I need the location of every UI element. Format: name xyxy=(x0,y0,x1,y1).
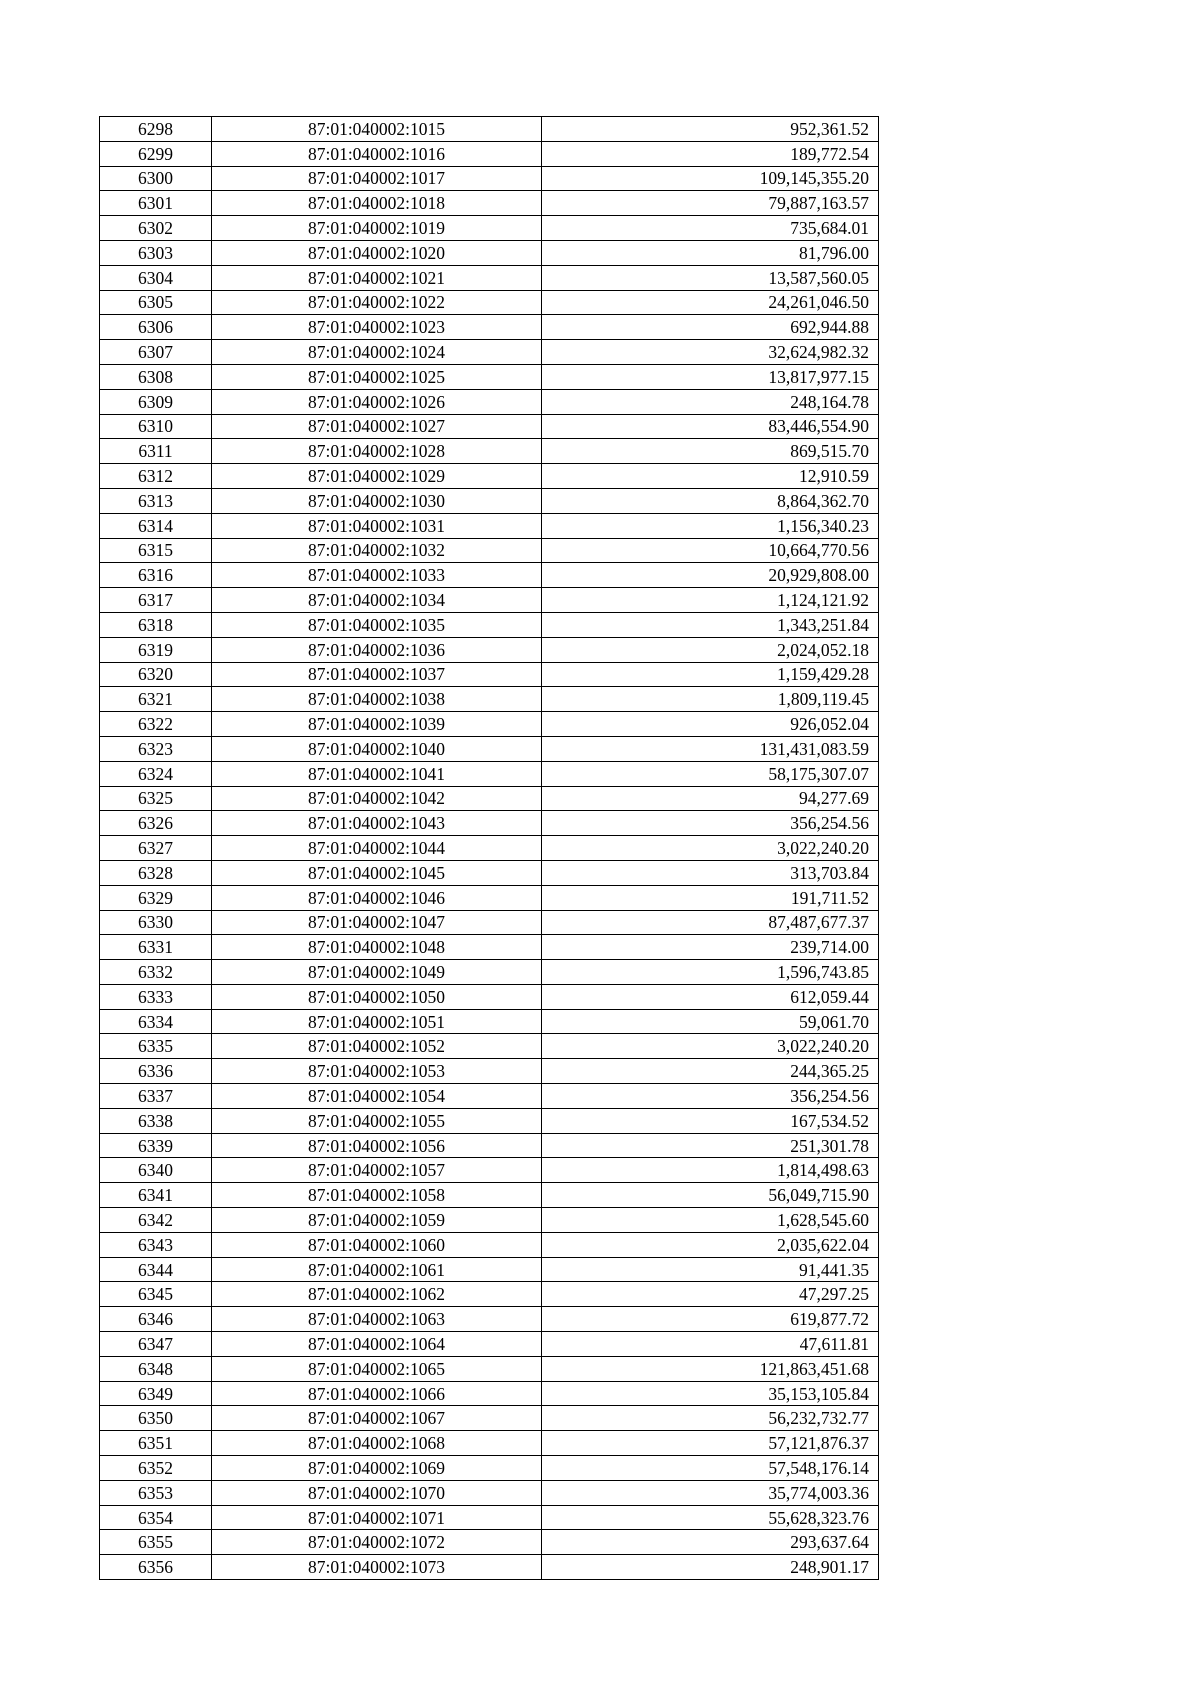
table-row xyxy=(100,340,879,365)
table-row xyxy=(100,117,879,142)
cadastral-value-cell: 1,124,121.92 xyxy=(542,588,879,613)
table-body xyxy=(100,117,879,1580)
table-row xyxy=(100,290,879,315)
cadastral-value-table xyxy=(99,116,879,1580)
cadastral-value-cell: 13,817,977.15 xyxy=(542,364,879,389)
cadastral-number-cell: 87:01:040002:1070 xyxy=(212,1480,542,1505)
cadastral-value-cell: 59,061.70 xyxy=(542,1009,879,1034)
row-number-cell: 6304 xyxy=(100,265,212,290)
row-number-cell: 6337 xyxy=(100,1084,212,1109)
cadastral-value-cell: 56,232,732.77 xyxy=(542,1406,879,1431)
row-number-cell: 6302 xyxy=(100,216,212,241)
cadastral-value-cell: 189,772.54 xyxy=(542,141,879,166)
cadastral-value-cell: 356,254.56 xyxy=(542,1084,879,1109)
cadastral-number-cell: 87:01:040002:1027 xyxy=(212,414,542,439)
cadastral-number-cell: 87:01:040002:1073 xyxy=(212,1555,542,1580)
table-row xyxy=(100,240,879,265)
cadastral-value-cell: 57,548,176.14 xyxy=(542,1456,879,1481)
cadastral-number-cell: 87:01:040002:1041 xyxy=(212,761,542,786)
cadastral-value-cell: 244,365.25 xyxy=(542,1059,879,1084)
cadastral-number-cell: 87:01:040002:1049 xyxy=(212,960,542,985)
cadastral-value-cell: 251,301.78 xyxy=(542,1133,879,1158)
cadastral-number-cell: 87:01:040002:1061 xyxy=(212,1257,542,1282)
table-row xyxy=(100,935,879,960)
row-number-cell: 6329 xyxy=(100,885,212,910)
cadastral-value-cell: 79,887,163.57 xyxy=(542,191,879,216)
cadastral-number-cell: 87:01:040002:1036 xyxy=(212,637,542,662)
cadastral-value-cell: 57,121,876.37 xyxy=(542,1431,879,1456)
cadastral-number-cell: 87:01:040002:1066 xyxy=(212,1381,542,1406)
table-row xyxy=(100,538,879,563)
row-number-cell: 6315 xyxy=(100,538,212,563)
row-number-cell: 6354 xyxy=(100,1505,212,1530)
table-row xyxy=(100,389,879,414)
cadastral-value-cell: 313,703.84 xyxy=(542,860,879,885)
cadastral-number-cell: 87:01:040002:1047 xyxy=(212,910,542,935)
cadastral-value-cell: 735,684.01 xyxy=(542,216,879,241)
table-row xyxy=(100,1555,879,1580)
cadastral-number-cell: 87:01:040002:1053 xyxy=(212,1059,542,1084)
table-row xyxy=(100,191,879,216)
table-row xyxy=(100,1505,879,1530)
row-number-cell: 6325 xyxy=(100,786,212,811)
cadastral-number-cell: 87:01:040002:1024 xyxy=(212,340,542,365)
table-row xyxy=(100,439,879,464)
cadastral-value-cell: 952,361.52 xyxy=(542,117,879,142)
table-row xyxy=(100,860,879,885)
cadastral-value-cell: 191,711.52 xyxy=(542,885,879,910)
cadastral-value-cell: 1,814,498.63 xyxy=(542,1158,879,1183)
cadastral-value-cell: 35,153,105.84 xyxy=(542,1381,879,1406)
table-row xyxy=(100,1307,879,1332)
cadastral-value-cell: 3,022,240.20 xyxy=(542,836,879,861)
row-number-cell: 6344 xyxy=(100,1257,212,1282)
row-number-cell: 6322 xyxy=(100,712,212,737)
cadastral-number-cell: 87:01:040002:1051 xyxy=(212,1009,542,1034)
table-row xyxy=(100,563,879,588)
row-number-cell: 6352 xyxy=(100,1456,212,1481)
cadastral-value-cell: 692,944.88 xyxy=(542,315,879,340)
cadastral-value-cell: 81,796.00 xyxy=(542,240,879,265)
cadastral-value-cell: 248,901.17 xyxy=(542,1555,879,1580)
cadastral-value-cell: 83,446,554.90 xyxy=(542,414,879,439)
cadastral-value-cell: 167,534.52 xyxy=(542,1108,879,1133)
cadastral-number-cell: 87:01:040002:1044 xyxy=(212,836,542,861)
cadastral-value-cell: 926,052.04 xyxy=(542,712,879,737)
table-row xyxy=(100,166,879,191)
row-number-cell: 6338 xyxy=(100,1108,212,1133)
cadastral-value-cell: 1,156,340.23 xyxy=(542,513,879,538)
cadastral-value-cell: 1,343,251.84 xyxy=(542,612,879,637)
cadastral-value-cell: 58,175,307.07 xyxy=(542,761,879,786)
table-row xyxy=(100,811,879,836)
cadastral-value-cell: 2,035,622.04 xyxy=(542,1232,879,1257)
cadastral-number-cell: 87:01:040002:1045 xyxy=(212,860,542,885)
table-row xyxy=(100,1381,879,1406)
table-row xyxy=(100,464,879,489)
table-row xyxy=(100,364,879,389)
cadastral-value-cell: 1,596,743.85 xyxy=(542,960,879,985)
table-row xyxy=(100,1332,879,1357)
cadastral-number-cell: 87:01:040002:1026 xyxy=(212,389,542,414)
cadastral-value-cell: 87,487,677.37 xyxy=(542,910,879,935)
table-row xyxy=(100,265,879,290)
cadastral-value-cell: 239,714.00 xyxy=(542,935,879,960)
table-row xyxy=(100,910,879,935)
cadastral-number-cell: 87:01:040002:1018 xyxy=(212,191,542,216)
table-row xyxy=(100,414,879,439)
table-row xyxy=(100,1084,879,1109)
row-number-cell: 6313 xyxy=(100,488,212,513)
row-number-cell: 6330 xyxy=(100,910,212,935)
table-row xyxy=(100,1282,879,1307)
row-number-cell: 6347 xyxy=(100,1332,212,1357)
cadastral-number-cell: 87:01:040002:1055 xyxy=(212,1108,542,1133)
row-number-cell: 6339 xyxy=(100,1133,212,1158)
row-number-cell: 6342 xyxy=(100,1208,212,1233)
cadastral-number-cell: 87:01:040002:1054 xyxy=(212,1084,542,1109)
cadastral-value-cell: 91,441.35 xyxy=(542,1257,879,1282)
cadastral-number-cell: 87:01:040002:1058 xyxy=(212,1183,542,1208)
row-number-cell: 6335 xyxy=(100,1034,212,1059)
cadastral-value-cell: 248,164.78 xyxy=(542,389,879,414)
cadastral-number-cell: 87:01:040002:1034 xyxy=(212,588,542,613)
cadastral-number-cell: 87:01:040002:1035 xyxy=(212,612,542,637)
table-row xyxy=(100,885,879,910)
cadastral-value-cell: 619,877.72 xyxy=(542,1307,879,1332)
table-row xyxy=(100,687,879,712)
row-number-cell: 6336 xyxy=(100,1059,212,1084)
table-row xyxy=(100,1456,879,1481)
table-row xyxy=(100,216,879,241)
table-row xyxy=(100,960,879,985)
table-row xyxy=(100,1108,879,1133)
cadastral-value-cell: 13,587,560.05 xyxy=(542,265,879,290)
cadastral-number-cell: 87:01:040002:1015 xyxy=(212,117,542,142)
cadastral-number-cell: 87:01:040002:1033 xyxy=(212,563,542,588)
row-number-cell: 6324 xyxy=(100,761,212,786)
row-number-cell: 6311 xyxy=(100,439,212,464)
cadastral-number-cell: 87:01:040002:1040 xyxy=(212,736,542,761)
cadastral-number-cell: 87:01:040002:1039 xyxy=(212,712,542,737)
cadastral-value-cell: 56,049,715.90 xyxy=(542,1183,879,1208)
table-row xyxy=(100,984,879,1009)
row-number-cell: 6340 xyxy=(100,1158,212,1183)
cadastral-number-cell: 87:01:040002:1052 xyxy=(212,1034,542,1059)
cadastral-value-cell: 20,929,808.00 xyxy=(542,563,879,588)
row-number-cell: 6320 xyxy=(100,662,212,687)
cadastral-number-cell: 87:01:040002:1031 xyxy=(212,513,542,538)
cadastral-value-cell: 94,277.69 xyxy=(542,786,879,811)
cadastral-number-cell: 87:01:040002:1062 xyxy=(212,1282,542,1307)
row-number-cell: 6298 xyxy=(100,117,212,142)
table-row xyxy=(100,1158,879,1183)
table-row xyxy=(100,1059,879,1084)
row-number-cell: 6299 xyxy=(100,141,212,166)
cadastral-value-cell: 1,159,429.28 xyxy=(542,662,879,687)
cadastral-value-cell: 47,611.81 xyxy=(542,1332,879,1357)
cadastral-number-cell: 87:01:040002:1065 xyxy=(212,1356,542,1381)
table-row xyxy=(100,712,879,737)
table-row xyxy=(100,488,879,513)
cadastral-number-cell: 87:01:040002:1048 xyxy=(212,935,542,960)
row-number-cell: 6303 xyxy=(100,240,212,265)
cadastral-number-cell: 87:01:040002:1030 xyxy=(212,488,542,513)
cadastral-number-cell: 87:01:040002:1029 xyxy=(212,464,542,489)
cadastral-number-cell: 87:01:040002:1038 xyxy=(212,687,542,712)
cadastral-value-cell: 121,863,451.68 xyxy=(542,1356,879,1381)
row-number-cell: 6331 xyxy=(100,935,212,960)
row-number-cell: 6318 xyxy=(100,612,212,637)
cadastral-number-cell: 87:01:040002:1059 xyxy=(212,1208,542,1233)
cadastral-number-cell: 87:01:040002:1021 xyxy=(212,265,542,290)
cadastral-value-cell: 2,024,052.18 xyxy=(542,637,879,662)
row-number-cell: 6300 xyxy=(100,166,212,191)
table-row xyxy=(100,662,879,687)
table-row xyxy=(100,736,879,761)
cadastral-value-cell: 1,628,545.60 xyxy=(542,1208,879,1233)
table-row xyxy=(100,1356,879,1381)
cadastral-number-cell: 87:01:040002:1069 xyxy=(212,1456,542,1481)
cadastral-value-cell: 356,254.56 xyxy=(542,811,879,836)
cadastral-number-cell: 87:01:040002:1019 xyxy=(212,216,542,241)
cadastral-value-cell: 3,022,240.20 xyxy=(542,1034,879,1059)
cadastral-number-cell: 87:01:040002:1057 xyxy=(212,1158,542,1183)
cadastral-number-cell: 87:01:040002:1032 xyxy=(212,538,542,563)
table-row xyxy=(100,761,879,786)
row-number-cell: 6306 xyxy=(100,315,212,340)
cadastral-number-cell: 87:01:040002:1016 xyxy=(212,141,542,166)
cadastral-number-cell: 87:01:040002:1063 xyxy=(212,1307,542,1332)
cadastral-value-cell: 24,261,046.50 xyxy=(542,290,879,315)
table-row xyxy=(100,315,879,340)
row-number-cell: 6332 xyxy=(100,960,212,985)
table-row xyxy=(100,1133,879,1158)
cadastral-number-cell: 87:01:040002:1043 xyxy=(212,811,542,836)
table-row xyxy=(100,1183,879,1208)
cadastral-value-cell: 10,664,770.56 xyxy=(542,538,879,563)
table-row xyxy=(100,612,879,637)
table-row xyxy=(100,1232,879,1257)
row-number-cell: 6314 xyxy=(100,513,212,538)
row-number-cell: 6310 xyxy=(100,414,212,439)
cadastral-number-cell: 87:01:040002:1072 xyxy=(212,1530,542,1555)
row-number-cell: 6316 xyxy=(100,563,212,588)
cadastral-number-cell: 87:01:040002:1037 xyxy=(212,662,542,687)
row-number-cell: 6307 xyxy=(100,340,212,365)
table-row xyxy=(100,1530,879,1555)
cadastral-number-cell: 87:01:040002:1060 xyxy=(212,1232,542,1257)
table-row xyxy=(100,141,879,166)
cadastral-number-cell: 87:01:040002:1046 xyxy=(212,885,542,910)
cadastral-value-cell: 869,515.70 xyxy=(542,439,879,464)
row-number-cell: 6309 xyxy=(100,389,212,414)
cadastral-number-cell: 87:01:040002:1068 xyxy=(212,1431,542,1456)
cadastral-number-cell: 87:01:040002:1017 xyxy=(212,166,542,191)
row-number-cell: 6346 xyxy=(100,1307,212,1332)
row-number-cell: 6355 xyxy=(100,1530,212,1555)
cadastral-number-cell: 87:01:040002:1064 xyxy=(212,1332,542,1357)
cadastral-number-cell: 87:01:040002:1023 xyxy=(212,315,542,340)
cadastral-value-cell: 32,624,982.32 xyxy=(542,340,879,365)
cadastral-number-cell: 87:01:040002:1042 xyxy=(212,786,542,811)
row-number-cell: 6327 xyxy=(100,836,212,861)
table-row xyxy=(100,836,879,861)
row-number-cell: 6312 xyxy=(100,464,212,489)
row-number-cell: 6333 xyxy=(100,984,212,1009)
cadastral-number-cell: 87:01:040002:1022 xyxy=(212,290,542,315)
row-number-cell: 6319 xyxy=(100,637,212,662)
cadastral-number-cell: 87:01:040002:1020 xyxy=(212,240,542,265)
cadastral-value-cell: 612,059.44 xyxy=(542,984,879,1009)
row-number-cell: 6353 xyxy=(100,1480,212,1505)
row-number-cell: 6317 xyxy=(100,588,212,613)
row-number-cell: 6341 xyxy=(100,1183,212,1208)
cadastral-value-cell: 35,774,003.36 xyxy=(542,1480,879,1505)
cadastral-value-cell: 8,864,362.70 xyxy=(542,488,879,513)
row-number-cell: 6348 xyxy=(100,1356,212,1381)
row-number-cell: 6308 xyxy=(100,364,212,389)
cadastral-number-cell: 87:01:040002:1071 xyxy=(212,1505,542,1530)
cadastral-value-cell: 293,637.64 xyxy=(542,1530,879,1555)
table-row xyxy=(100,513,879,538)
table-row xyxy=(100,1480,879,1505)
row-number-cell: 6326 xyxy=(100,811,212,836)
row-number-cell: 6343 xyxy=(100,1232,212,1257)
row-number-cell: 6350 xyxy=(100,1406,212,1431)
table-row xyxy=(100,1009,879,1034)
row-number-cell: 6351 xyxy=(100,1431,212,1456)
table-row xyxy=(100,1431,879,1456)
table-row xyxy=(100,1406,879,1431)
cadastral-value-cell: 12,910.59 xyxy=(542,464,879,489)
cadastral-number-cell: 87:01:040002:1025 xyxy=(212,364,542,389)
table-row xyxy=(100,1034,879,1059)
row-number-cell: 6305 xyxy=(100,290,212,315)
table-row xyxy=(100,1208,879,1233)
table-row xyxy=(100,588,879,613)
row-number-cell: 6334 xyxy=(100,1009,212,1034)
cadastral-value-cell: 47,297.25 xyxy=(542,1282,879,1307)
cadastral-number-cell: 87:01:040002:1050 xyxy=(212,984,542,1009)
cadastral-value-cell: 55,628,323.76 xyxy=(542,1505,879,1530)
row-number-cell: 6323 xyxy=(100,736,212,761)
cadastral-number-cell: 87:01:040002:1067 xyxy=(212,1406,542,1431)
table-row xyxy=(100,786,879,811)
row-number-cell: 6301 xyxy=(100,191,212,216)
cadastral-number-cell: 87:01:040002:1056 xyxy=(212,1133,542,1158)
cadastral-value-cell: 1,809,119.45 xyxy=(542,687,879,712)
row-number-cell: 6345 xyxy=(100,1282,212,1307)
row-number-cell: 6356 xyxy=(100,1555,212,1580)
row-number-cell: 6349 xyxy=(100,1381,212,1406)
cadastral-value-cell: 131,431,083.59 xyxy=(542,736,879,761)
cadastral-number-cell: 87:01:040002:1028 xyxy=(212,439,542,464)
row-number-cell: 6328 xyxy=(100,860,212,885)
table-row xyxy=(100,637,879,662)
row-number-cell: 6321 xyxy=(100,687,212,712)
table-row xyxy=(100,1257,879,1282)
cadastral-value-cell: 109,145,355.20 xyxy=(542,166,879,191)
